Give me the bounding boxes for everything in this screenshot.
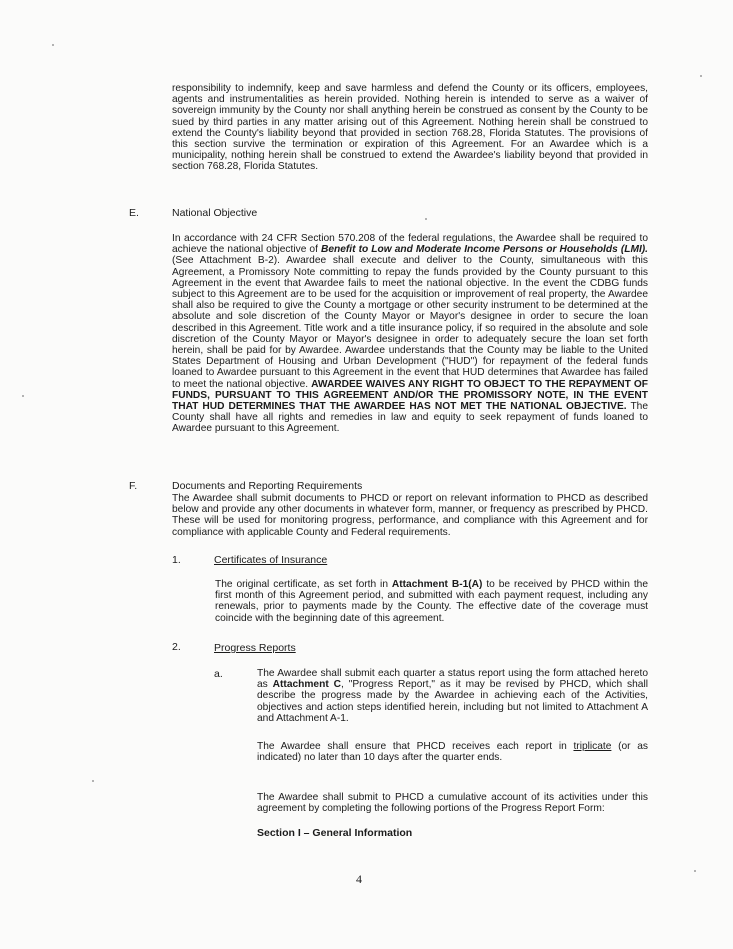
scan-speck — [22, 395, 24, 397]
page-number: 4 — [356, 872, 362, 886]
text-run: The original certificate, as set forth in — [215, 579, 392, 590]
attachment-c-emphasis: Attachment C — [272, 679, 341, 691]
section-f-letter: F. — [129, 480, 138, 492]
text-run: The Awardee shall ensure that PHCD receives each report in — [257, 741, 574, 752]
scan-speck — [425, 218, 427, 220]
reporting-requirements-paragraph: The Awardee shall submit documents to PHCD or report on relevant information to PHCD as described below and provide any other documents in whatever form, manner, or frequency as prescribed by PHCD. These will be used for monitoring progress, performance, and compliance with this Agreement and for compliance with applicable County and Federal requirements. — [172, 493, 648, 538]
scan-speck — [700, 75, 702, 77]
national-objective-paragraph — [172, 233, 648, 435]
section-e-title: National Objective — [172, 207, 258, 219]
scan-speck — [694, 870, 696, 872]
triplicate-paragraph — [257, 741, 648, 763]
text-run: , "Progress Report," as it may be revised by PHCD, which shall describe the progress made by the Awardee in achieving each of the Activities, objectives and action steps identified herein, including but not limited to Attachment A and Attachment A-1. — [257, 679, 648, 724]
text-run: The County shall have all rights and remedies in law and equity to seek repayment of funds loaned to Awardee pursuant to this Agreement. — [172, 401, 649, 435]
lmi-emphasis: Benefit to Low and Moderate Income Persons or Households (LMI). — [321, 244, 648, 256]
section-f-title: Documents and Reporting Requirements — [172, 480, 363, 492]
item-1-title: Certificates of Insurance — [214, 554, 328, 566]
waiver-emphasis: AWARDEE WAIVES ANY RIGHT TO OBJECT TO THE REPAYMENT OF FUNDS, PURSUANT TO THIS AGREEMENT AND/OR THE PROMISSORY NOTE, IN THE EVENT THAT HUD DETERMINES THAT THE AWARDEE HAS NOT MET THE NATIONAL OBJECTIVE. — [172, 378, 648, 413]
text-run: (See Attachment B-2). Awardee shall execute and deliver to the County, simultaneous with this Agreement, a Promissory Note committing to repay the funds provided by the County pursuant to this Agreement in the event that Awardee fails to meet the national objective. In the event the CDBG funds subject to this Agreement are to be used for the acquisition or improvement of real property, the Awardee shall also be required to give the County a mortgage or other security instrument to be determined at the absolute and sole discretion of the County Mayor or Mayor's designee in order to secure the loan described in this Agreement. Title work and a title insurance policy, if so required in the absolute and sole discretion of the County Mayor or Mayor's designee in order to adequately secure the loan set forth herein, shall be paid for by Awardee. Awardee understands that the County may be liable to the United States Department of Housing and Urban Development ("HUD") for repayment of the federal funds loaned to Awardee pursuant to this Agreement in the event that HUD determines that Awardee has failed to meet the national objective. — [172, 255, 648, 390]
insurance-paragraph — [215, 579, 648, 624]
text-run: to be received by PHCD within the first month of this Agreement period, and submitted with each payment request, including any renewals, prior to payments made by the County. The effective date of the coverage must coincide with the beginning date of this agreement. — [215, 579, 648, 624]
scan-speck — [52, 44, 54, 46]
section-i-heading: Section I – General Information — [257, 827, 413, 839]
item-1-number: 1. — [172, 554, 181, 566]
subitem-a-letter: a. — [214, 668, 223, 680]
item-2-number: 2. — [172, 641, 181, 653]
triplicate-underline: triplicate — [573, 741, 612, 752]
section-e-letter: E. — [129, 207, 139, 219]
text-run: The Awardee shall submit each quarter a status report using the form attached hereto as — [257, 668, 648, 691]
cumulative-account-paragraph: The Awardee shall submit to PHCD a cumulative account of its activities under this agreement by completing the following portions of the Progress Report Form: — [257, 792, 648, 815]
progress-report-paragraph — [257, 668, 648, 724]
item-2-title: Progress Reports — [214, 642, 296, 654]
scan-speck — [92, 780, 94, 782]
attachment-b1a-emphasis: Attachment B-1(A) — [391, 579, 483, 590]
text-run: (or as indicated) no later than 10 days after the quarter ends. — [257, 741, 648, 764]
text-run: In accordance with 24 CFR Section 570.208 of the federal regulations, the Awardee shall be required to achieve the national objective of — [172, 233, 648, 256]
indemnification-paragraph: responsibility to indemnify, keep and save harmless and defend the County or its officers, employees, agents and instrumentalities as herein provided. Nothing herein is intended to serve as a waiver of sovereign immunity by the County nor shall anything herein be construed as consent by the County to be sued by third parties in any matter arising out of this Agreement. Nothing herein shall be construed to extend the County's liability beyond that provided in section 768.28, Florida Statutes. The provisions of this section survive the termination or expiration of this Agreement. For an Awardee which is a municipality, nothing herein shall be construed to extend the Awardee's liability beyond that provided in section 768.28, Florida Statutes. — [172, 83, 648, 173]
